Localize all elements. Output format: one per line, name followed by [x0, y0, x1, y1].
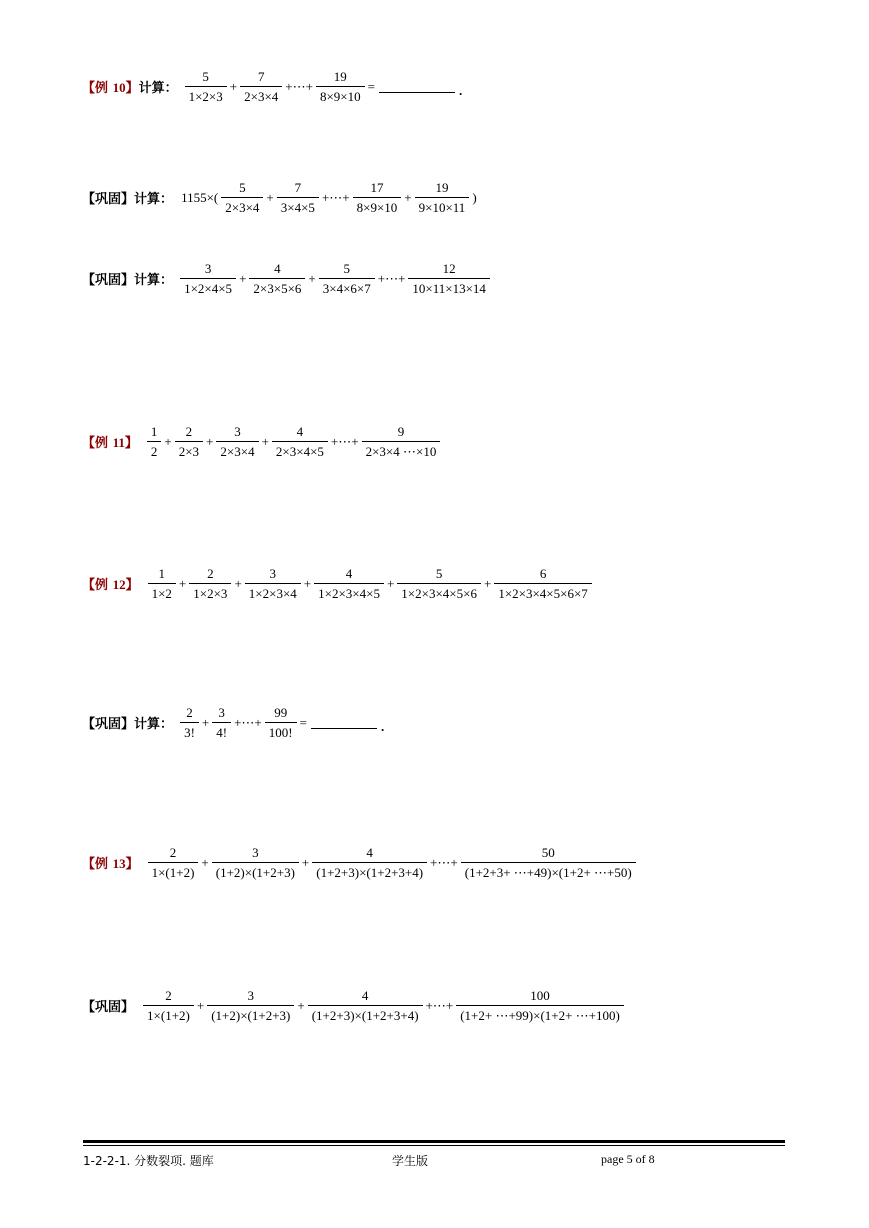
- fraction: [312, 844, 427, 881]
- problem-2: [82, 260, 491, 297]
- operator: +: [201, 854, 209, 870]
- tag-close-bracket: 】: [121, 717, 135, 732]
- fraction: [180, 704, 199, 741]
- fraction: [189, 565, 231, 602]
- numerator: 2: [185, 424, 193, 439]
- answer-blank: [379, 92, 455, 93]
- denominator: (1+2)×(1+2+3): [207, 1005, 294, 1024]
- fraction: [212, 844, 299, 881]
- fraction: [397, 565, 481, 602]
- fraction: [314, 565, 384, 602]
- problem-7: [82, 987, 625, 1024]
- fraction: [408, 260, 490, 297]
- operator: +: [303, 575, 312, 591]
- numerator: 2: [165, 988, 172, 1003]
- operator: +⋯+: [234, 714, 262, 730]
- fraction: [272, 423, 328, 460]
- calc-label: 计算：: [138, 81, 178, 96]
- tag-close-bracket: 】: [121, 273, 135, 288]
- operator: +: [201, 714, 210, 730]
- fraction: [415, 179, 470, 216]
- operator: +: [196, 997, 205, 1013]
- numerator: 1: [158, 566, 165, 581]
- problem-1: [82, 179, 479, 216]
- fraction: [456, 987, 624, 1024]
- numerator: 5: [202, 69, 209, 84]
- numerator: 4: [274, 261, 281, 276]
- tag-label: 例: [95, 436, 109, 451]
- operator: +: [297, 997, 305, 1013]
- operator: +: [239, 270, 247, 286]
- tag-label: 例: [95, 857, 109, 872]
- operator: 1155×(: [181, 189, 219, 205]
- tag-open-bracket: 【: [82, 857, 96, 872]
- operator: +⋯+: [430, 854, 458, 870]
- denominator: (1+2+3)×(1+2+3+4): [308, 1005, 423, 1024]
- operator: +: [234, 575, 242, 591]
- tag-close-bracket: 】: [124, 436, 138, 451]
- problem-0: [82, 68, 462, 105]
- denominator: 1×(1+2): [148, 862, 199, 881]
- fraction: [461, 844, 636, 881]
- numerator: 6: [539, 566, 547, 581]
- fraction: [207, 987, 294, 1024]
- fraction: [308, 987, 423, 1024]
- footer-edition-label: 学生版: [392, 1154, 429, 1168]
- fraction: [212, 704, 231, 741]
- tag-close-bracket: 】: [125, 578, 139, 593]
- denominator: 1×2×3×4×5×6: [397, 583, 481, 602]
- footer-left-text: 1-2-2-1. 分数裂项. 题库: [83, 1154, 214, 1168]
- numerator: 3: [269, 566, 277, 581]
- numerator: 4: [296, 424, 304, 439]
- fraction: [221, 179, 263, 216]
- denominator: 2×3×4: [240, 86, 282, 105]
- fraction: [240, 68, 282, 105]
- fraction: [362, 423, 441, 460]
- tag-close-bracket: 】: [121, 1000, 135, 1015]
- numerator: 9: [397, 424, 405, 439]
- denominator: 1×(1+2): [143, 1005, 194, 1024]
- denominator: (1+2)×(1+2+3): [212, 862, 299, 881]
- tag-label: 巩固: [95, 1000, 122, 1015]
- numerator: 5: [435, 566, 443, 581]
- answer-blank: [311, 728, 377, 729]
- tag-open-bracket: 【: [82, 192, 96, 207]
- fraction: [265, 704, 297, 741]
- denominator: 8×9×10: [316, 86, 365, 105]
- numerator: 2: [207, 566, 214, 581]
- fraction: [277, 179, 319, 216]
- tag-label: 巩固: [95, 717, 122, 732]
- denominator: 9×10×11: [415, 197, 470, 216]
- denominator: 3!: [180, 722, 199, 741]
- fraction: [319, 260, 375, 297]
- problem-tag: [82, 269, 134, 288]
- denominator: 4!: [212, 722, 231, 741]
- operator: +: [229, 78, 238, 94]
- problem-tag: [82, 713, 134, 732]
- footer-rule-thick: [83, 1140, 785, 1143]
- problem-tag: [82, 853, 139, 872]
- denominator: 1×2×3×4×5×6×7: [494, 583, 592, 602]
- fraction: [148, 844, 199, 881]
- numerator: 100: [530, 988, 550, 1003]
- tag-number: 11: [112, 435, 125, 450]
- numerator: 3: [218, 705, 225, 720]
- numerator: 3: [204, 261, 212, 276]
- tag-open-bracket: 【: [82, 578, 96, 593]
- fraction: [245, 565, 301, 602]
- denominator: 1×2×3×4: [245, 583, 301, 602]
- numerator: 7: [294, 180, 302, 195]
- operator: +: [266, 189, 274, 205]
- numerator: 2: [169, 845, 177, 860]
- denominator: (1+2+3+ ⋯+49)×(1+2+ ⋯+50): [461, 862, 636, 881]
- numerator: 5: [343, 261, 350, 276]
- numerator: 3: [252, 845, 259, 860]
- denominator: 1×2: [148, 583, 176, 602]
- tag-number: 13: [112, 856, 126, 871]
- tag-number: 10: [112, 80, 126, 95]
- operator: +: [178, 575, 187, 591]
- denominator: 2×3×4: [216, 441, 258, 460]
- operator: +: [206, 433, 214, 449]
- denominator: 2×3×4: [221, 197, 263, 216]
- problem-6: [82, 844, 637, 881]
- numerator: 19: [435, 180, 449, 195]
- numerator: 4: [361, 988, 369, 1003]
- denominator: 2×3×4×5: [272, 441, 328, 460]
- tag-close-bracket: 】: [125, 857, 139, 872]
- denominator: (1+2+3)×(1+2+3+4): [312, 862, 427, 881]
- operator: +: [261, 433, 269, 449]
- tag-open-bracket: 【: [82, 436, 96, 451]
- problem-4: [82, 565, 593, 602]
- fraction: [180, 260, 236, 297]
- numerator: 19: [333, 69, 347, 84]
- tag-label: 例: [95, 578, 109, 593]
- denominator: 2×3×5×6: [249, 278, 305, 297]
- denominator: 1×2×4×5: [180, 278, 236, 297]
- numerator: 3: [247, 988, 255, 1003]
- operator: +⋯+: [425, 997, 454, 1013]
- operator: +⋯+: [330, 433, 359, 449]
- numerator: 99: [274, 705, 288, 720]
- numerator: 12: [442, 261, 456, 276]
- fraction: [353, 179, 402, 216]
- operator: +: [386, 575, 395, 591]
- tag-open-bracket: 【: [82, 717, 96, 732]
- tag-open-bracket: 【: [82, 273, 96, 288]
- operator: +⋯+: [285, 78, 313, 94]
- operator: =: [367, 78, 375, 94]
- denominator: 3×4×5: [277, 197, 319, 216]
- operator: +⋯+: [321, 189, 350, 205]
- operator: +: [301, 854, 310, 870]
- operator: =: [299, 714, 307, 730]
- operator: +: [404, 189, 412, 205]
- fraction: [143, 987, 194, 1024]
- fraction: [147, 423, 162, 460]
- operator: +: [308, 270, 316, 286]
- denominator: 2×3×4 ⋯×10: [362, 441, 441, 460]
- denominator: 2×3: [175, 441, 203, 460]
- denominator: 1×2×3: [185, 86, 227, 105]
- period: .: [458, 82, 463, 98]
- denominator: 10×11×13×14: [408, 278, 490, 297]
- calc-label: 计算：: [134, 273, 174, 288]
- problem-tag: [82, 574, 139, 593]
- numerator: 4: [345, 566, 353, 581]
- calc-label: 计算：: [134, 717, 174, 732]
- tag-close-bracket: 】: [125, 81, 139, 96]
- tag-label: 例: [95, 81, 109, 96]
- denominator: 1×2×3×4×5: [314, 583, 384, 602]
- fraction: [175, 423, 203, 460]
- fraction: [216, 423, 258, 460]
- tag-label: 巩固: [95, 273, 122, 288]
- problem-tag: [82, 996, 134, 1015]
- numerator: 3: [234, 424, 241, 439]
- denominator: 1×2×3: [189, 583, 231, 602]
- footer-page-number: page 5 of 8: [601, 1152, 655, 1166]
- numerator: 17: [370, 180, 384, 195]
- fraction: [316, 68, 365, 105]
- denominator: 8×9×10: [353, 197, 402, 216]
- operator: ): [472, 189, 477, 205]
- operator: +: [164, 433, 172, 449]
- operator: +⋯+: [377, 270, 406, 286]
- numerator: 5: [239, 180, 246, 195]
- calc-label: 计算：: [134, 192, 174, 207]
- fraction: [148, 565, 176, 602]
- numerator: 50: [541, 845, 555, 860]
- period: .: [380, 718, 385, 734]
- tag-open-bracket: 【: [82, 1000, 96, 1015]
- fraction: [185, 68, 227, 105]
- problem-3: [82, 423, 441, 460]
- tag-number: 12: [112, 577, 126, 592]
- operator: +: [483, 575, 492, 591]
- tag-label: 巩固: [95, 192, 122, 207]
- problem-tag: [82, 77, 139, 96]
- problem-tag: [82, 188, 134, 207]
- numerator: 2: [186, 705, 193, 720]
- numerator: 4: [366, 845, 373, 860]
- denominator: 100!: [265, 722, 297, 741]
- footer-rule-thin: [83, 1145, 785, 1146]
- fraction: [249, 260, 305, 297]
- numerator: 1: [150, 424, 158, 439]
- denominator: 3×4×6×7: [319, 278, 375, 297]
- denominator: 2: [147, 441, 162, 460]
- denominator: (1+2+ ⋯+99)×(1+2+ ⋯+100): [456, 1005, 624, 1024]
- tag-open-bracket: 【: [82, 81, 96, 96]
- fraction: [494, 565, 592, 602]
- problem-tag: [82, 432, 138, 451]
- tag-close-bracket: 】: [121, 192, 135, 207]
- problem-5: [82, 704, 384, 741]
- numerator: 7: [257, 69, 265, 84]
